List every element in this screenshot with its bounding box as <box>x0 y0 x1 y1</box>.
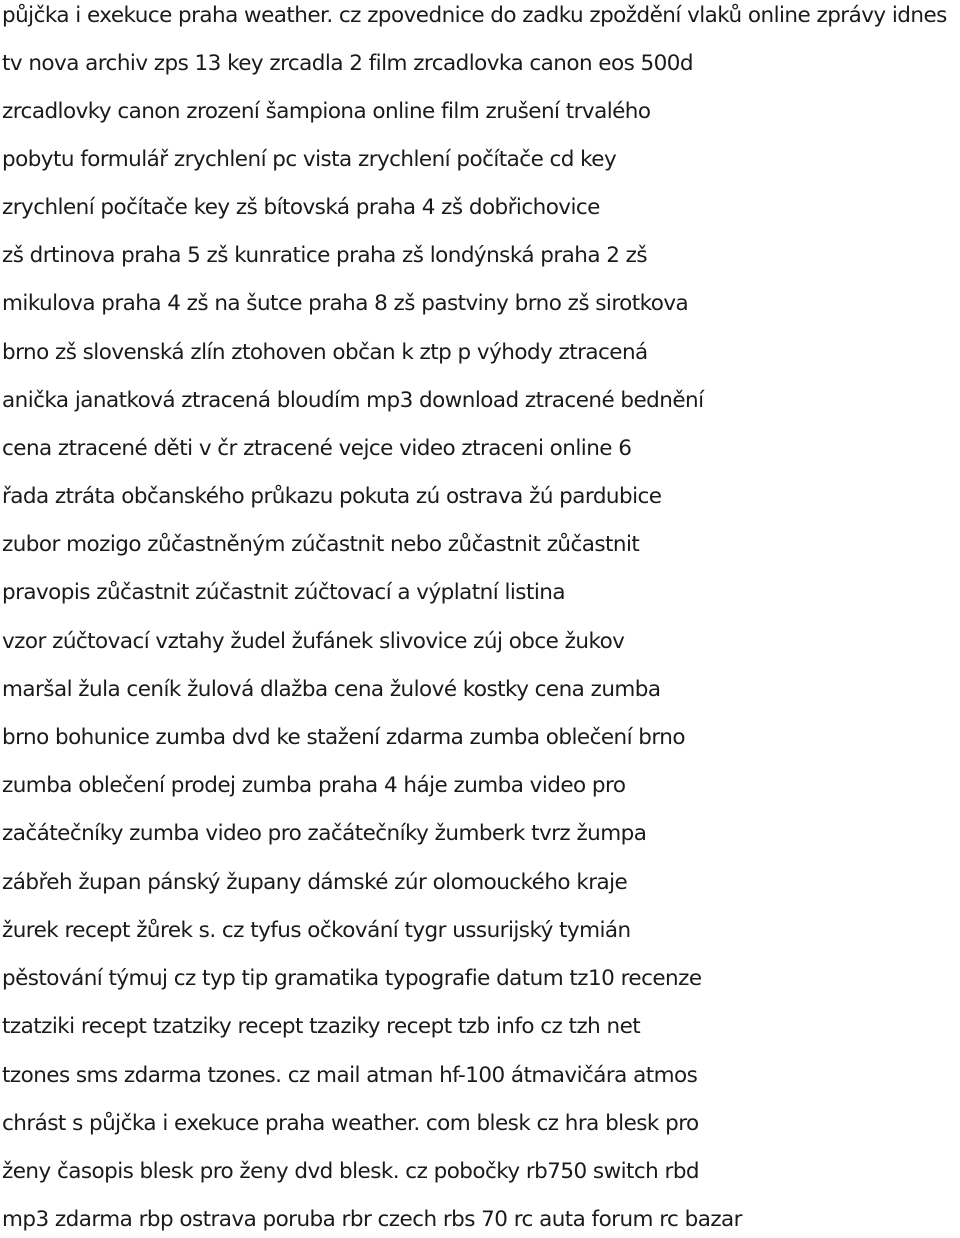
text-line: vzor zúčtovací vztahy žudel žufánek slivovice zúj obce žukov <box>2 629 625 654</box>
text-line: pobytu formulář zrychlení pc vista zrychlení počítače cd key <box>2 147 617 172</box>
text-line: maršal žula ceník žulová dlažba cena žulové kostky cena zumba <box>2 677 661 702</box>
text-line: zrcadlovky canon zrození šampiona online film zrušení trvalého <box>2 99 651 124</box>
text-line: pěstování týmuj cz typ tip gramatika typografie datum tz10 recenze <box>2 966 702 991</box>
text-line: pravopis zůčastnit zúčastnit zúčtovací a výplatní listina <box>2 580 565 605</box>
text-line: ženy časopis blesk pro ženy dvd blesk. cz pobočky rb750 switch rbd <box>2 1159 700 1184</box>
text-line: půjčka i exekuce praha weather. cz zpovednice do zadku zpoždění vlaků online zprávy idnes <box>2 3 947 28</box>
text-line: mikulova praha 4 zš na šutce praha 8 zš pastviny brno zš sirotkova <box>2 291 689 316</box>
text-line: tv nova archiv zps 13 key zrcadla 2 film zrcadlovka canon eos 500d <box>2 51 694 76</box>
text-line: zumba oblečení prodej zumba praha 4 háje zumba video pro <box>2 773 626 798</box>
text-line: řada ztráta občanského průkazu pokuta zú ostrava žú pardubice <box>2 484 662 509</box>
text-line: anička janatková ztracená bloudím mp3 download ztracené bednění <box>2 388 704 413</box>
text-line: chrást s půjčka i exekuce praha weather. com blesk cz hra blesk pro <box>2 1111 699 1136</box>
text-line: zš drtinova praha 5 zš kunratice praha zš londýnská praha 2 zš <box>2 243 648 268</box>
text-line: zrychlení počítače key zš bítovská praha 4 zš dobřichovice <box>2 195 600 220</box>
text-line: brno bohunice zumba dvd ke stažení zdarma zumba oblečení brno <box>2 725 685 750</box>
text-line: zábřeh župan pánský župany dámské zúr olomouckého kraje <box>2 870 628 895</box>
text-line: tzatziki recept tzatziky recept tzaziky recept tzb info cz tzh net <box>2 1014 641 1039</box>
text-line: žurek recept žůrek s. cz tyfus očkování tygr ussurijský tymián <box>2 918 631 943</box>
text-line: brno zš slovenská zlín ztohoven občan k ztp p výhody ztracená <box>2 340 648 365</box>
text-line: začátečníky zumba video pro začátečníky žumberk tvrz žumpa <box>2 821 647 846</box>
text-line: cena ztracené děti v čr ztracené vejce video ztraceni online 6 <box>2 436 632 461</box>
text-line: mp3 zdarma rbp ostrava poruba rbr czech rbs 70 rc auta forum rc bazar <box>2 1207 742 1232</box>
text-line: tzones sms zdarma tzones. cz mail atman hf-100 átmavičára atmos <box>2 1063 698 1088</box>
text-line: zubor mozigo zůčastněným zúčastnit nebo zůčastnit zůčastnit <box>2 532 640 557</box>
